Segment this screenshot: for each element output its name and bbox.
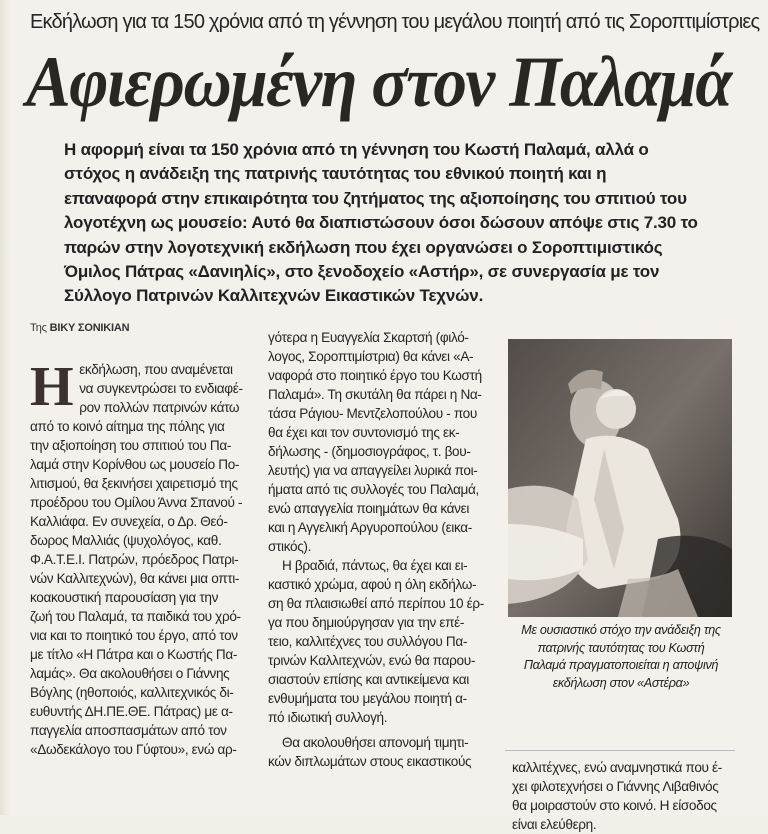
body-line: και η Αγγελική Αργυροπούλου (εικα- — [268, 520, 472, 535]
photo-image — [508, 339, 732, 617]
body-line: λαμά στην Κορίνθου ως μουσείο Πο- — [30, 457, 240, 472]
body-line: εκδήλωση, που αναμένεται — [79, 362, 233, 377]
article-photo — [508, 339, 732, 617]
caption-divider — [505, 750, 735, 751]
body-line: ναφορά στο ποιητικό έργο του Κωστή — [268, 368, 482, 383]
body-line: καλλιτέχνες, ενώ αναμνηστικά που έ- — [512, 760, 722, 775]
body-line: νια και το ποιητικό του έργο, από τον — [30, 628, 238, 643]
body-line: γότερα η Ευαγγελία Σκαρτσή (φιλό- — [268, 330, 469, 345]
drop-cap: Η — [30, 356, 74, 418]
lead-line: Η αφορμή είναι τα 150 χρόνια από τη γέννηση του Κωστή Παλαμά, αλλά ο — [64, 140, 649, 159]
body-line: ήματα από τις συλλογές του Παλαμά, — [268, 482, 479, 497]
body-line: Θα ακολουθήσει απονομή τιμητι- — [282, 735, 469, 750]
body-line: στικός). — [268, 539, 312, 554]
body-line: να συγκεντρώσει το ενδιαφέ- — [79, 381, 243, 396]
lead-line: λογοτέχνη ως μουσείο: Αυτό θα διαπιστώσουν όσοι δώσουν απόψε στις 7.30 το — [64, 213, 698, 233]
body-line: λαμάς». Θα ακολουθήσει ο Γιάννης — [30, 666, 230, 681]
lead-line: επαναφορά στην επικαιρότητα του ζητήματος της αξιοποίησης του σπιτιού του — [64, 188, 687, 208]
body-line: κοακουστική παρουσίαση για την — [30, 590, 219, 605]
body-line: Παλαμά». Τη σκυτάλη θα πάρει η Να- — [268, 387, 482, 402]
body-line: κών διπλωμάτων στους εικαστικούς — [268, 754, 472, 769]
column-3 — [512, 758, 738, 834]
lead-line: Όμιλος Πάτρας «Δανιηλίς», στο ξενοδοχείο «Αστήρ», σε συνεργασία με τον — [64, 262, 660, 282]
body-line: θα έχει και τον συντονισμό της εκ- — [268, 425, 460, 440]
photo-caption — [508, 622, 734, 692]
body-line: λογος, Σοροπτιμίστρια) θα κάνει «Α- — [268, 349, 474, 364]
kicker: Εκδήλωση για τα 150 χρόνια από τη γέννηση του μεγάλου ποιητή από τις Σοροπτιμίστριες — [30, 11, 760, 33]
caption-line: Με ουσιαστικό στόχο την ανάδειξη της — [521, 623, 721, 637]
body-line: δήλωσης - (δημοσιογράφος, τ. βου- — [268, 444, 471, 459]
body-line: Βόγλης (ηθοποιός, καλλιτεχνικός δι- — [30, 685, 234, 700]
body-line: τάσα Ράγιου- Μεντζελοπούλου - που — [268, 406, 477, 421]
page-edge — [0, 0, 10, 815]
body-line: νών Καλλιτεχνών), θα κάνει μια οπτι- — [30, 571, 240, 586]
body-line: ενθυμήματα του μεγάλου ποιητή α- — [268, 691, 467, 706]
lead-line: παρών στην λογοτεχνική εκδήλωση που έχει οργανώσει ο Σοροπτιμιστικός — [64, 237, 663, 257]
body-line: τρινών Καλλιτεχνών, ενώ θα παρου- — [268, 653, 475, 668]
body-line: ρον πολλών πατρινών κάτω — [79, 400, 240, 415]
lead-paragraph — [64, 138, 746, 309]
body-line: λευτής) για να απαγγείλει λυρικά ποι- — [268, 463, 478, 478]
body-line: δωρος Μαλλιάς (ψυχολόγος, καθ. — [30, 533, 222, 548]
headline: Αφιερωμένη στον Παλαμά — [26, 42, 732, 122]
body-line: προέδρου του Ομίλου Άννα Σπανού - — [30, 495, 243, 510]
body-line: ενώ απαγγελία ποιημάτων θα κάνει — [268, 501, 470, 516]
column-2 — [268, 328, 494, 771]
body-line: «Δωδεκάλογο του Γύφτου», ενώ αρ- — [30, 742, 237, 757]
caption-line: Παλαμά πραγματοποιείται η αποψινή — [523, 658, 719, 672]
body-line: την αξιοποίηση του σπιτιού του Πα- — [30, 438, 232, 453]
lead-line: στόχος η ανάδειξη της πατρινής ταυτότητας του εθνικού ποιητή και η — [64, 164, 607, 184]
body-line: ευθυντής ΔΗ.ΠΕ.ΘΕ. Πάτρας) με α- — [30, 704, 233, 719]
body-line: γα που δημιούργησαν για την επέ- — [268, 615, 465, 630]
byline — [30, 322, 129, 334]
body-line: καστικό χρώμα, αφού η όλη εκδήλω- — [268, 577, 477, 592]
body-line: χει φιλοτεχνήσει ο Γιάννης Λιβαθινός — [512, 779, 719, 794]
body-line: σιαστούν επίσης και αντικείμενα και — [268, 672, 469, 687]
body-line: παγγελία αποσπασμάτων από τον — [30, 723, 227, 738]
body-line: από το κοινό αίτημα της πόλης για — [30, 419, 225, 434]
body-line: λιτισμού, θα ξεκινήσει χαιρετισμό της — [30, 476, 238, 491]
byline-author: ΒΙΚΥ ΣΟΝΙΚΙΑΝ — [49, 322, 130, 334]
body-line: είναι ελεύθερη. — [512, 817, 597, 832]
body-line: ζωή του Παλαμά, τα παιδικά του χρό- — [30, 609, 241, 624]
body-line: Φ.Α.Τ.Ε.Ι. Πατρών, πρόεδρος Πατρι- — [30, 552, 239, 567]
body-line: με τίτλο «Η Πάτρα και ο Κωστής Πα- — [30, 647, 238, 662]
body-line: Καλλιάφα. Εν συνεχεία, ο Δρ. Θεό- — [30, 514, 228, 529]
body-line: θα μοιραστούν στο κοινό. Η είσοδος — [512, 798, 717, 813]
body-line: τειο, καλλιτέχνες του συλλόγου Πα- — [268, 634, 468, 649]
body-line: ση θα πλαισιωθεί από περίπου 10 έρ- — [268, 596, 484, 611]
lead-line: Σύλλογο Πατρινών Καλλιτεχνών Εικαστικών Τεχνών. — [64, 286, 484, 306]
byline-prefix: Της — [30, 322, 47, 334]
body-line: πό ιδιωτική συλλογή. — [268, 710, 388, 725]
caption-line: πατρινής ταυτότητας του Κωστή — [537, 640, 705, 655]
column-1 — [30, 356, 250, 759]
caption-line: εκδήλωση στον «Αστέρα» — [552, 675, 690, 690]
body-line: Η βραδιά, πάντως, θα έχει και ει- — [282, 558, 468, 573]
